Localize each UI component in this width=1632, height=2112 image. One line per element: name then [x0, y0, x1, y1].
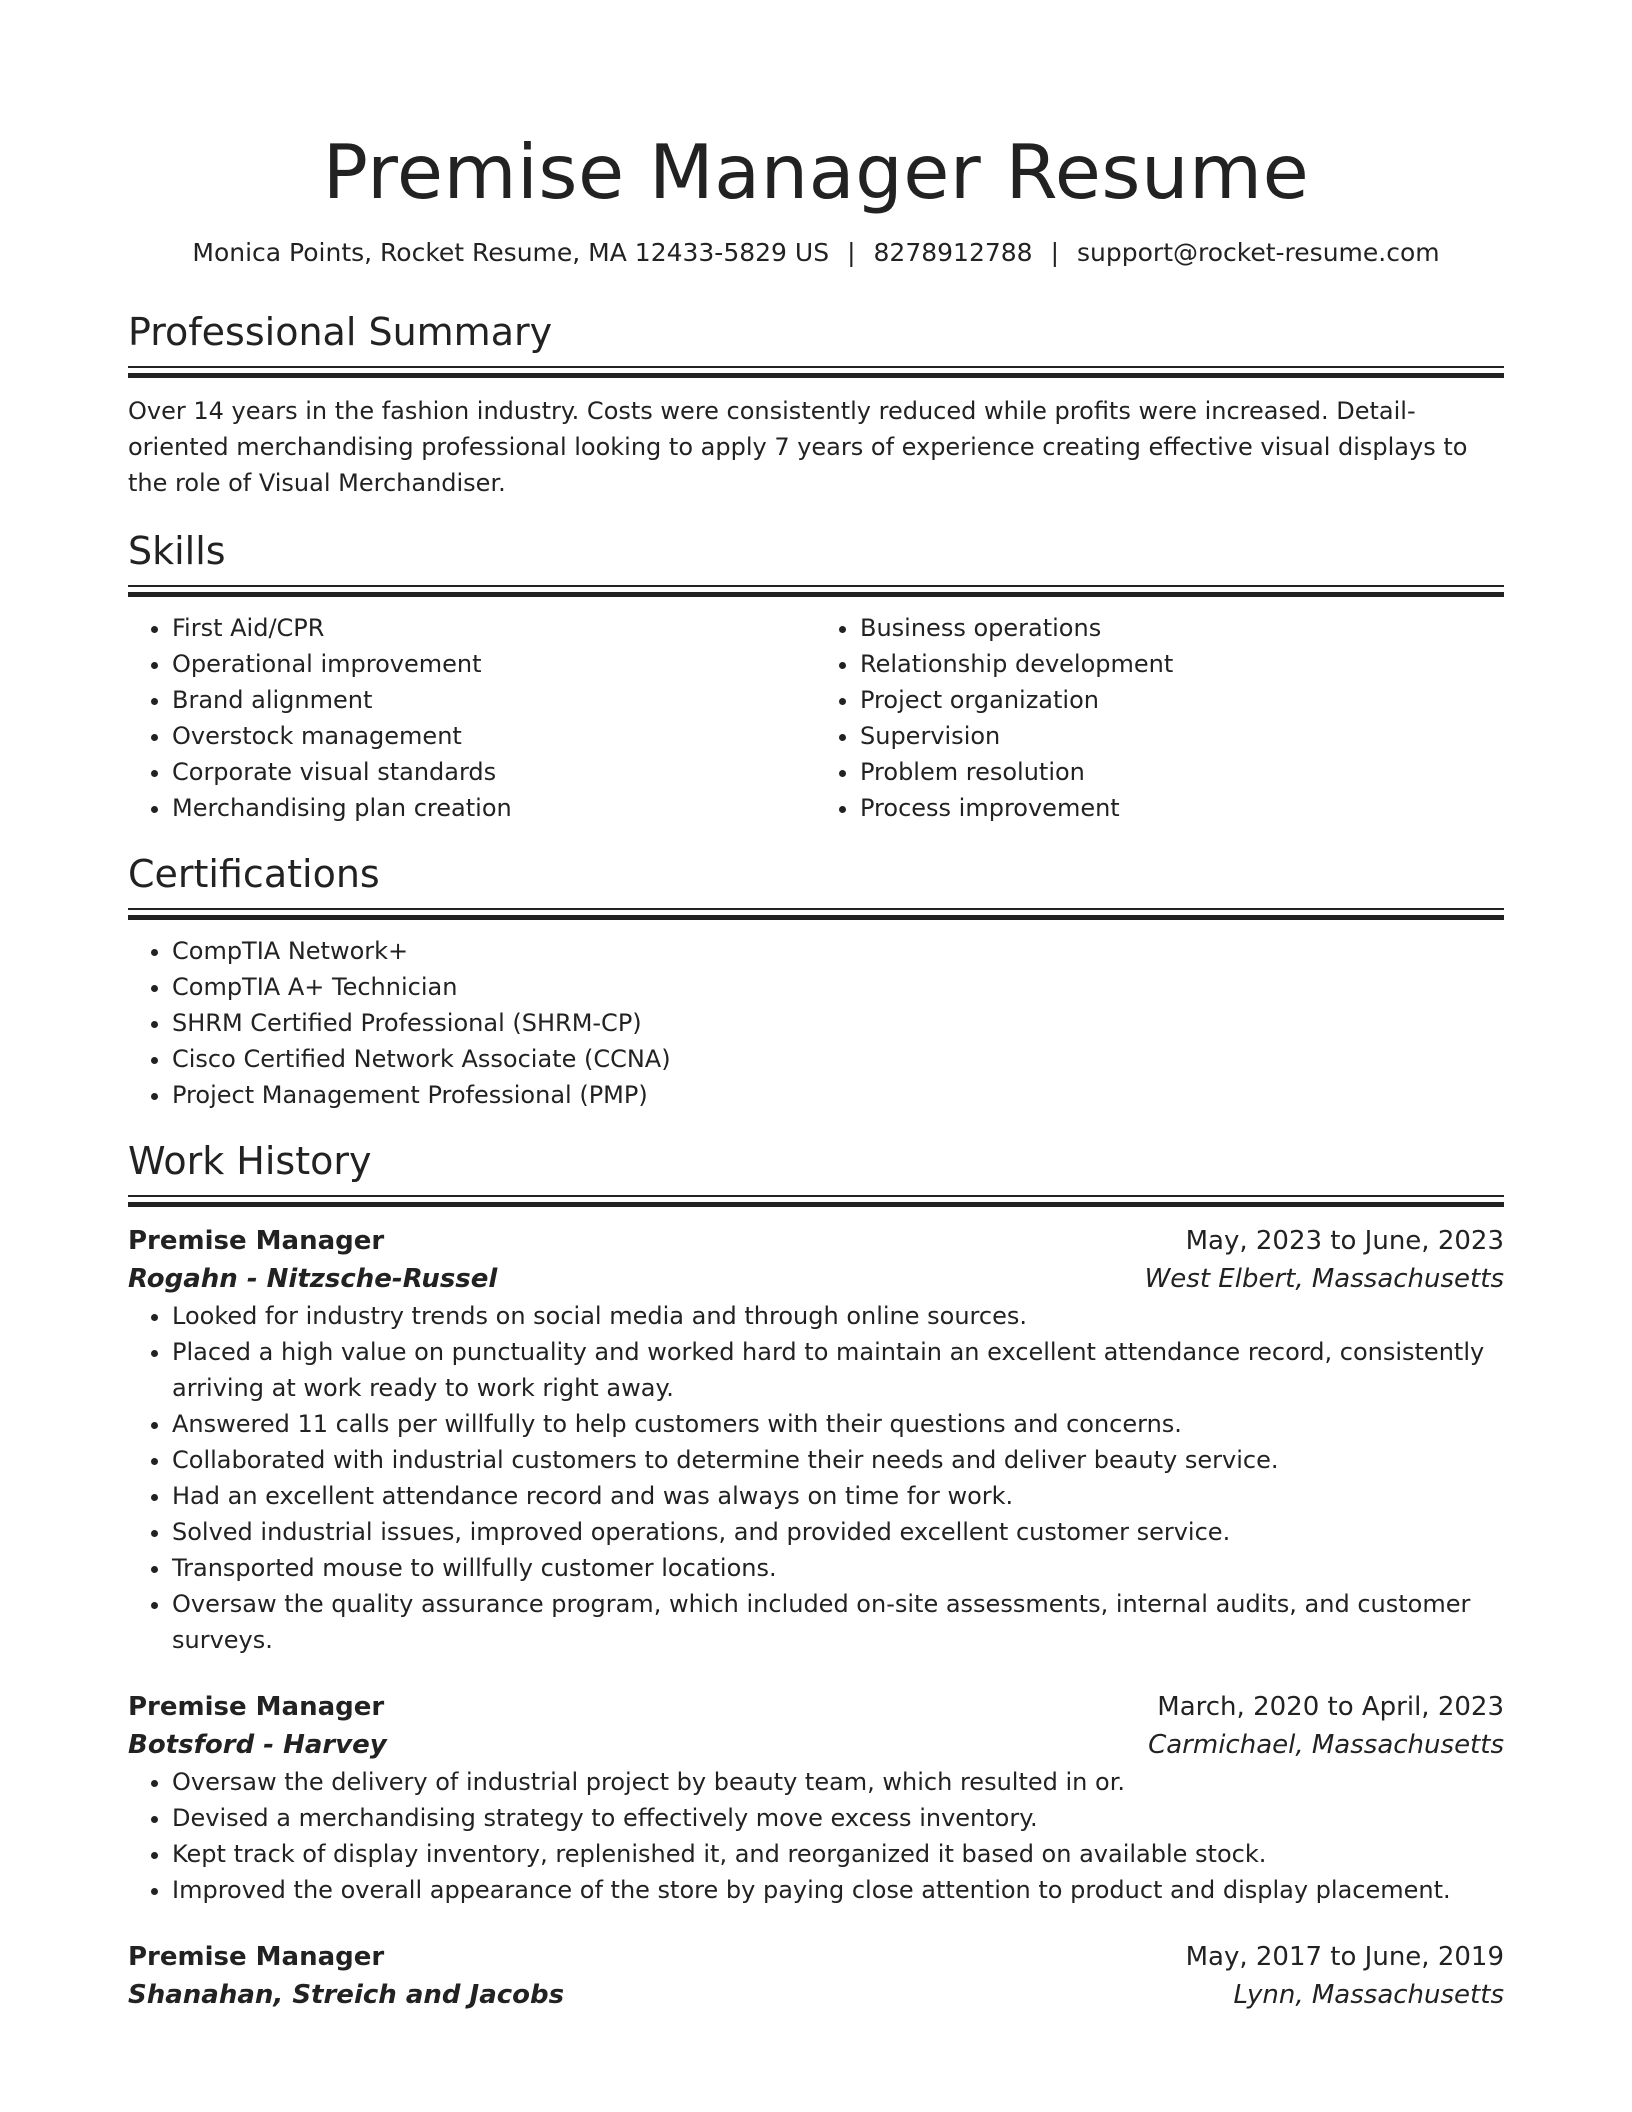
contact-email: support@rocket-resume.com [1077, 238, 1440, 267]
job-bullet: • Looked for industry trends on social media and through online sources. [172, 1298, 1504, 1334]
job-bullet: • Solved industrial issues, improved operations, and provided excellent customer service. [172, 1514, 1504, 1550]
skill-item: • Brand alignment [172, 682, 816, 718]
skill-item: • Merchandising plan creation [172, 790, 816, 826]
job-dates: May, 2017 to June, 2019 [1185, 1942, 1504, 1972]
skill-item: • Relationship development [860, 646, 1504, 682]
job-bullet: • Collaborated with industrial customers to determine their needs and deliver beauty service. [172, 1442, 1504, 1478]
job-header-row [128, 1976, 1504, 2014]
skill-item: • First Aid/CPR [172, 610, 816, 646]
work-section [128, 1137, 1504, 2014]
skill-item: • Business operations [860, 610, 1504, 646]
job-location: Lynn, Massachusetts [1233, 1980, 1504, 2010]
contact-separator: | [847, 238, 856, 267]
contact-address: Monica Points, Rocket Resume, MA 12433-5829 US [192, 238, 830, 267]
summary-text: Over 14 years in the fashion industry. Costs were consistently reduced while profits were increased. Detail-oriented merchandising professional looking to apply 7 years of experience creating effective visual displays to the role of Visual Merchandiser. [128, 397, 1468, 497]
skill-item: • Problem resolution [860, 754, 1504, 790]
contact-phone: 8278912788 [873, 238, 1033, 267]
summary-heading: Professional Summary [128, 310, 553, 354]
job-dates: March, 2020 to April, 2023 [1157, 1692, 1504, 1722]
certification-item: • SHRM Certified Professional (SHRM-CP) [172, 1005, 1504, 1041]
section-divider [128, 585, 1504, 598]
job-location: West Elbert, Massachusetts [1144, 1264, 1504, 1294]
job-entry [128, 1938, 1504, 2014]
skill-item: • Overstock management [172, 718, 816, 754]
job-location: Carmichael, Massachusetts [1148, 1730, 1504, 1760]
job-title: Premise Manager [128, 1942, 385, 1972]
skills-heading: Skills [128, 529, 226, 573]
job-header-row [128, 1726, 1504, 1764]
skill-item: • Supervision [860, 718, 1504, 754]
job-bullet: • Had an excellent attendance record and was always on time for work. [172, 1478, 1504, 1514]
certification-item: • Project Management Professional (PMP) [172, 1077, 1504, 1113]
certifications-list [128, 933, 1504, 1113]
resume-title: Premise Manager Resume [322, 128, 1310, 216]
job-dates: May, 2023 to June, 2023 [1185, 1226, 1504, 1256]
job-header-row [128, 1938, 1504, 1976]
skills-grid [128, 610, 1504, 826]
job-list [128, 1222, 1504, 2014]
resume-page [128, 0, 1504, 2014]
job-bullet: • Devised a merchandising strategy to effectively move excess inventory. [172, 1800, 1504, 1836]
job-company: Shanahan, Streich and Jacobs [128, 1980, 565, 2010]
job-title: Premise Manager [128, 1226, 385, 1256]
job-bullet: • Placed a high value on punctuality and worked hard to maintain an excellent attendance record, consistently arriving at work ready to work right away. [172, 1334, 1504, 1406]
job-header-row [128, 1688, 1504, 1726]
job-bullet: • Transported mouse to willfully customer locations. [172, 1550, 1504, 1586]
job-entry [128, 1688, 1504, 1908]
job-company: Rogahn - Nitzsche-Russel [128, 1264, 498, 1294]
work-heading: Work History [128, 1139, 372, 1183]
certification-item: • CompTIA Network+ [172, 933, 1504, 969]
contact-line [128, 236, 1504, 270]
summary-section [128, 308, 1504, 501]
certifications-heading: Certifications [128, 852, 380, 896]
skill-item: • Process improvement [860, 790, 1504, 826]
job-bullet: • Oversaw the delivery of industrial project by beauty team, which resulted in or. [172, 1764, 1504, 1800]
skills-left-list [128, 610, 816, 826]
certifications-section [128, 850, 1504, 1113]
job-company: Botsford - Harvey [128, 1730, 387, 1760]
job-bullet-list [128, 1764, 1504, 1908]
job-bullet: • Kept track of display inventory, replenished it, and reorganized it based on available stock. [172, 1836, 1504, 1872]
certification-item: • CompTIA A+ Technician [172, 969, 1504, 1005]
job-bullet: • Answered 11 calls per willfully to help customers with their questions and concerns. [172, 1406, 1504, 1442]
section-divider [128, 366, 1504, 379]
job-bullet-list [128, 1298, 1504, 1658]
job-entry [128, 1222, 1504, 1658]
skills-right-list [816, 610, 1504, 826]
job-bullet: • Improved the overall appearance of the store by paying close attention to product and display placement. [172, 1872, 1504, 1908]
skill-item: • Project organization [860, 682, 1504, 718]
contact-separator: | [1050, 238, 1060, 267]
skill-item: • Operational improvement [172, 646, 816, 682]
job-bullet: • Oversaw the quality assurance program, which included on-site assessments, internal audits, and customer surveys. [172, 1586, 1504, 1658]
job-header-row [128, 1260, 1504, 1298]
skills-section [128, 527, 1504, 826]
job-title: Premise Manager [128, 1692, 385, 1722]
job-header-row [128, 1222, 1504, 1260]
skill-item: • Corporate visual standards [172, 754, 816, 790]
section-divider [128, 1195, 1504, 1208]
certification-item: • Cisco Certified Network Associate (CCNA) [172, 1041, 1504, 1077]
section-divider [128, 908, 1504, 921]
